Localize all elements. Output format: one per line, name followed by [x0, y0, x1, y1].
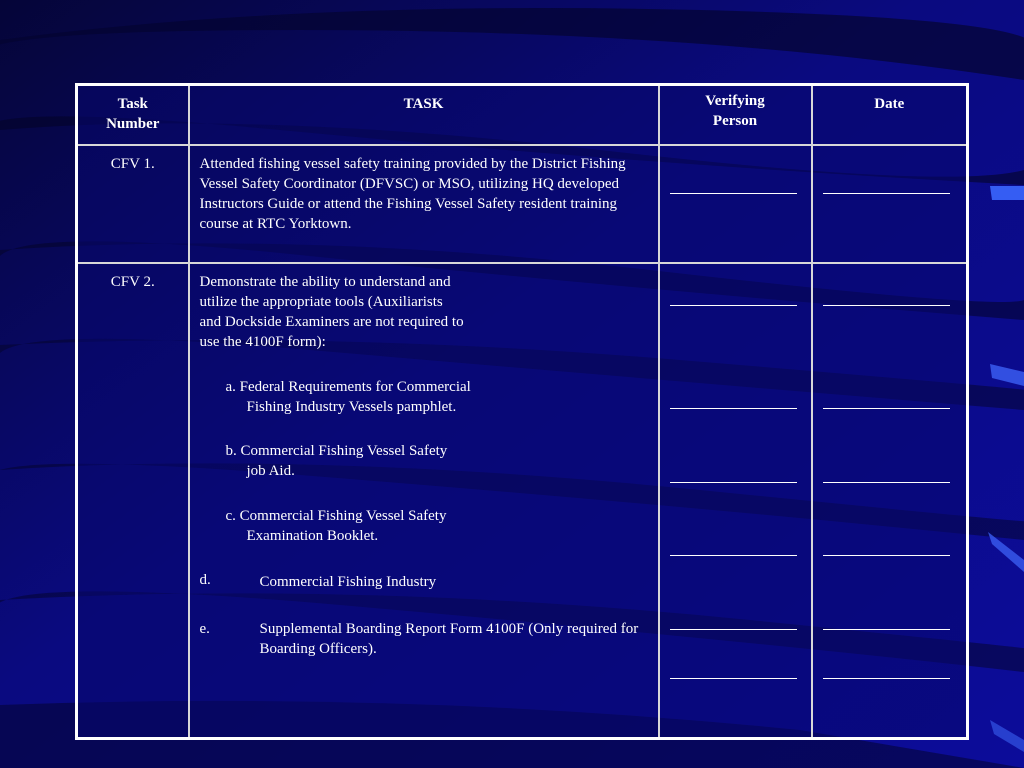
header-verifying-line1: Verifying: [705, 93, 765, 109]
date-signature-line[interactable]: [823, 304, 950, 306]
item-d: [200, 570, 646, 595]
task-number-cell: CFV 2.: [77, 263, 189, 739]
date-signature-line[interactable]: [823, 554, 950, 556]
item-e-text: Supplemental Boarding Report Form 4100F (Only required for Boarding Officers).: [259, 621, 639, 657]
verifying-signature-line[interactable]: [670, 628, 797, 630]
intro-line: use the 4100F form):: [199, 334, 326, 350]
header-verifying-line2: Person: [712, 113, 758, 129]
verifying-signature-line[interactable]: [670, 304, 797, 306]
verifying-signature-line[interactable]: [670, 677, 797, 679]
item-c-line2: Examination Booklet.: [246, 527, 379, 544]
verifying-signature-line[interactable]: [670, 481, 797, 483]
verifying-signature-line[interactable]: [670, 407, 797, 409]
item-d-letter: d.: [199, 572, 211, 588]
intro-line: Demonstrate the ability to understand and: [199, 274, 451, 290]
date-signature-column: [812, 263, 968, 739]
table-row: [77, 145, 968, 263]
item-a-line1: a. Federal Requirements for Commercial: [225, 378, 471, 395]
header-task: TASK: [189, 85, 659, 146]
intro-line: utilize the appropriate tools (Auxiliarists: [199, 294, 443, 310]
item-b-line2: job Aid.: [246, 463, 295, 479]
header-verifying-person: [659, 85, 812, 146]
date-signature-line[interactable]: [823, 677, 950, 679]
date-signature-line[interactable]: [812, 145, 968, 263]
item-e: [200, 619, 646, 659]
item-a-line2: Fishing Industry Vessels pamphlet.: [246, 398, 457, 415]
intro-line: and Dockside Examiners are not required to: [199, 314, 464, 330]
task-number-cell: CFV 1.: [77, 145, 189, 263]
verifying-signature-line[interactable]: [659, 145, 812, 263]
verifying-signature-column: [659, 263, 812, 739]
verifying-signature-line[interactable]: [670, 554, 797, 556]
date-signature-line[interactable]: [823, 628, 950, 630]
table-header-row: [77, 85, 968, 146]
task-description-cell: Attended fishing vessel safety training provided by the District Fishing Vessel Safety Coordinator (DFVSC) or MSO, utilizing HQ developed Instructors Guide or attend the Fishing Vessel Safety resident training course at RTC Yorktown.: [189, 145, 659, 263]
table-row: [77, 263, 968, 739]
item-c-line1: c. Commercial Fishing Vessel Safety: [225, 507, 447, 524]
qualification-task-table: [75, 83, 969, 740]
task-description-cell: [189, 263, 659, 739]
header-date: Date: [812, 85, 968, 146]
item-b-line1: b. Commercial Fishing Vessel Safety: [225, 443, 448, 459]
date-signature-line[interactable]: [823, 407, 950, 409]
header-task-number: Task Number: [77, 85, 189, 146]
item-d-text: Commercial Fishing Industry: [259, 574, 437, 590]
item-e-letter: e.: [199, 621, 210, 637]
date-signature-line[interactable]: [823, 481, 950, 483]
